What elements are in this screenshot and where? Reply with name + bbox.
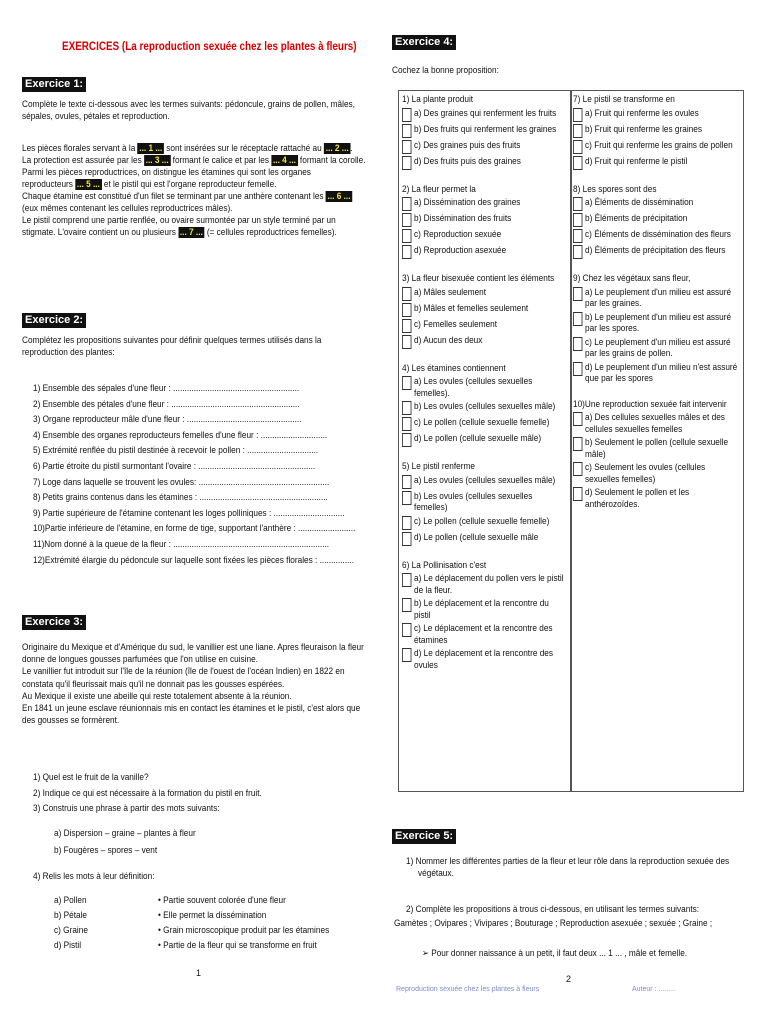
exercise-4-instruction: Cochez la bonne proposition: [392,65,499,76]
checkbox[interactable] [402,335,411,349]
quiz-question: 8) Les spores sont des [573,183,657,195]
quiz-option [573,140,740,154]
option-text: d) Des fruits puis des graines [414,155,521,167]
exercise-3-paragraph [22,642,364,727]
text-segment: sont insérées sur le réceptacle rattaché au [163,143,325,154]
match-definition: • Partie souvent colorée d'une fleur [158,895,286,906]
option-text: d) Le peuplement d'un milieu n'est assuré que par les spores [585,361,738,384]
option-text: d) Aucun des deux [414,334,483,346]
definition-item: 9) Partie supérieure de l'étamine contenant les loges polliniques : ............................... [33,507,345,519]
option-text: c) Le pollen (cellule sexuelle femelle) [414,417,550,428]
checkbox[interactable] [402,245,411,259]
exercise-1-text [22,143,366,239]
option-text: c) Des graines puis des fruits [414,139,521,151]
quiz-option [402,213,569,227]
option-text: a) Les ovules (cellules sexuelles mâle) [414,474,556,486]
checkbox[interactable] [402,108,411,122]
quiz-option [573,213,740,227]
quiz-question: 2) La fleur permet la [402,183,476,195]
match-term: b) Pétale [54,910,88,921]
checkbox[interactable] [402,475,411,489]
text-segment: Chaque étamine est constitué d'un filet se terminant par une anthère contenant les [22,191,326,202]
option-text: b) Mâles et femelles seulement [414,302,529,314]
quiz-option [402,433,569,447]
page-2 [384,0,768,1024]
quiz-option [402,573,569,596]
exercise-1-line [22,215,366,227]
checkbox[interactable] [573,197,582,211]
quiz-left-column [402,94,569,671]
page-number-1: 1 [196,968,202,978]
match-term: c) Graine [54,925,88,936]
option-text: d) Seulement le pollen et les anthérozoïdes. [585,487,690,510]
quiz-option [402,287,569,301]
quiz-option [402,598,569,621]
checkbox[interactable] [402,124,411,138]
quiz-option [573,412,740,435]
quiz-option [402,376,569,399]
page-number-2: 2 [566,974,572,984]
blank-marker: ... 6 ... [327,191,351,202]
blank-marker: ... 4 ... [272,155,296,166]
quiz-option [402,532,569,546]
option-text: b) Dissémination des fruits [414,213,512,224]
blank-marker: ... 5 ... [76,179,100,190]
exercise-2-list [33,381,355,568]
quiz-question: 7) Le pistil se transforme en [573,94,675,105]
checkbox[interactable] [573,462,582,476]
quiz-option [573,156,740,170]
text-segment: Parmi les pièces reproductrices, on distingue les étamines qui sont les organes [22,167,311,178]
exercise-5-q2b: Gamètes ; Ovipares ; Vivipares ; Bouturage ; Reproduction asexuée ; sexuée ; Graine ; [394,918,713,929]
definition-item: 4) Ensemble des organes reproducteurs femelles d'une fleur : ............................. [33,429,328,441]
exercise-5-q1: 1) Nommer les différentes parties de la fleur et leur rôle dans la reproduction sexuée des végétaux. [406,856,730,879]
checkbox[interactable] [573,156,582,170]
exercise-1-line [22,167,366,179]
checkbox[interactable] [402,156,411,170]
definition-item: 3) Organe reproducteur mâle d'une fleur : .................................................. [33,414,302,426]
checkbox[interactable] [402,417,411,431]
blank-marker: ... 3 ... [145,155,169,166]
quiz-option [573,462,740,485]
option-text: a) Le déplacement du pollen vers le pistil de la fleur. [414,573,564,596]
exercise-1-heading: Exercice 1: [22,74,86,92]
option-text: d) Le déplacement et la rencontre des ovules [414,648,554,671]
checkbox[interactable] [402,376,411,390]
quiz-option [402,623,569,646]
footer-right: Auteur : ......... [632,986,676,993]
exercise-1-line [22,203,366,215]
exercise-3-q4: 4) Relis les mots à leur définition: [33,871,155,882]
exercise-1-line [22,191,366,203]
quiz-question: 4) Les étamines contiennent [402,362,506,374]
checkbox[interactable] [402,573,411,587]
definition-item: 1) Ensemble des sépales d'une fleur : ....................................................... [33,383,300,394]
quiz-option [402,245,569,259]
option-text: c) Fruit qui renferme les grains de pollen [585,139,733,151]
checkbox[interactable] [402,140,411,154]
exercise-4-heading: Exercice 4: [392,32,456,50]
quiz-option [402,335,569,349]
paragraph-line: Originaire du Mexique et d'Amérique du sud, le vanillier est une liane. Apres fleuraison la fleur [22,642,364,653]
exercise-1-intro: Complète le texte ci-dessous avec les termes suivants: pédoncule, grains de pollen, mâles, sépales, ovules, pétales et reproduction. [22,99,355,122]
question-item: 2) Indique ce qui est nécessaire à la formation du pistil en fruit. [33,787,262,799]
text-segment: stigmate. L'ovaire contient un ou plusieurs [22,227,179,238]
quiz-question: 1) La plante produit [402,94,474,105]
match-definition: • Grain microscopique produit par les étamines [158,925,330,936]
exercise-5-q2a: 2) Complète les propositions à trous ci-dessous, en utilisant les termes suivants: [406,904,700,915]
checkbox[interactable] [573,437,582,451]
option-text: a) Les ovules (cellules sexuelles femelles). [414,376,533,399]
definition-item: 10)Partie inférieure de l'étamine, en forme de tige, supportant l'anthère : ......................... [33,523,356,535]
option-text: a) Mâles seulement [414,286,487,298]
quiz-option [402,319,569,333]
quiz-question: 9) Chez les végétaux sans fleur, [573,273,691,284]
quiz-option [573,337,740,360]
paragraph-line: constata qu'il fleurissait mais qu'il ne donnait pas les gousses espérées. [22,678,285,690]
option-text: b) Des fruits qui renferment les graines [414,123,557,135]
option-text: b) Fruit qui renferme les graines [585,123,702,135]
option-text: d) Reproduction asexuée [414,245,507,256]
checkbox[interactable] [573,140,582,154]
option-text: c) Femelles seulement [414,318,498,330]
blank-marker: ... 7 ... [179,227,203,238]
checkbox[interactable] [402,648,411,662]
quiz-question: 6) La Pollinisation c'est [402,559,487,571]
checkbox[interactable] [402,623,411,637]
option-text: d) Le pollen (cellule sexuelle mâle [414,531,539,543]
match-term: a) Pollen [54,895,87,906]
option-text: a) Fruit qui renferme les ovules [585,107,699,119]
option-text: c) Seulement les ovules (cellules sexuelles femelles) [585,462,706,485]
text-segment: (= cellules reproductrices femelles). [204,227,337,238]
option-text: c) Le peuplement d'un milieu est assuré par les grains de pollen. [585,336,731,359]
option-text: b) Le peuplement d'un milieu est assuré par les spores. [585,311,732,334]
exercise-3-heading: Exercice 3: [22,612,86,630]
match-definition: • Elle permet la dissémination [158,910,267,921]
definition-item: 6) Partie étroite du pistil surmontant l'ovaire : ................................................... [33,460,316,472]
option-text: a) Dissémination des graines [414,197,521,208]
option-text: c) Le pollen (cellule sexuelle femelle) [414,515,550,527]
text-segment: reproducteurs [22,179,76,190]
checkbox[interactable] [573,412,582,426]
quiz-option [573,245,740,259]
question-item: 1) Quel est le fruit de la vanille? [33,772,149,783]
definition-item: 2) Ensemble des pétales d'une fleur : ........................................................ [33,398,300,410]
option-text: a) Éléments de dissémination [585,197,694,208]
option-text: b) Les ovules (cellules sexuelles mâle) [414,401,556,412]
quiz-option [402,491,569,514]
paragraph-line: En 1841 un jeune esclave réunionnais mis en contact les étamines et le pistil, c'est alors que [22,703,361,715]
quiz-option [573,487,740,510]
option-text: d) Le pollen (cellule sexuelle mâle) [414,433,542,444]
blank-marker: ... 2 ... [325,143,349,154]
quiz-option [573,124,740,138]
exercise-1-line [22,155,366,167]
option-text: a) Des graines qui renferment les fruits [414,107,557,119]
exercise-5-bullet: ➢ Pour donner naissance à un petit, il faut deux ... 1 ... , mâle et femelle. [422,948,688,959]
quiz-option [573,287,740,310]
text-segment: Le pistil comprend une partie renflée, ou ovaire surmontée par un style terminé par un [22,215,336,226]
checkbox[interactable] [573,362,582,376]
option-text: c) Éléments de dissémination des fleurs [585,229,731,240]
exercise-2-intro: Complétez les propositions suivantes pour définir quelques termes utilisés dans la reproduction des plantes: [22,335,322,358]
quiz-option [402,417,569,431]
paragraph-line: donne de longues gousses parfumées que l'on utilise en cuisine. [22,654,258,666]
checkbox[interactable] [402,303,411,317]
definition-item: 11)Nom donné à la queue de la fleur : .................................................................... [33,538,330,550]
definition-item: 12)Extrémité élargie du pédoncule sur laquelle sont fixées les pièces florales : ............... [33,554,355,566]
checkbox[interactable] [402,532,411,546]
checkbox[interactable] [402,598,411,612]
quiz-option [402,475,569,489]
text-segment: formant le calice et par les [170,155,272,166]
quiz-option [573,108,740,122]
quiz-option [573,437,740,460]
exercise-1-line [22,143,366,155]
quiz-option [573,312,740,335]
checkbox[interactable] [402,319,411,333]
checkbox[interactable] [402,229,411,243]
quiz-option [402,124,569,138]
sub-item: b) Fougères – spores – vent [54,844,158,856]
checkbox[interactable] [402,516,411,530]
checkbox[interactable] [402,197,411,211]
text-segment: et le pistil qui est l'organe reproducteur femelle. [101,179,277,190]
text-segment: La protection est assurée par les [22,155,144,166]
definition-item: 8) Petits grains contenus dans les étamines : ........................................................ [33,492,328,504]
exercise-5-heading: Exercice 5: [392,826,456,844]
exercise-1-line [22,227,366,239]
definition-item: 7) Loge dans laquelle se trouvent les ovules: ......................................................... [33,476,330,488]
paragraph-line: Le vanillier fut introduit sur l'île de la réunion (île de l'ouest de l'océan Indien) en 1822 en [22,666,345,678]
quiz-option [402,516,569,530]
quiz-option [402,229,569,243]
option-text: c) Reproduction sexuée [414,229,502,240]
quiz-option [402,197,569,211]
quiz-question: 5) Le pistil renferme [402,461,475,472]
paragraph-line: Au Mexique il existe une abeille qui reste totalement absente à la réunion. [22,690,292,702]
checkbox[interactable] [573,213,582,227]
checkbox[interactable] [573,108,582,122]
quiz-question: 10)Une reproduction sexuée fait intervenir [573,398,727,410]
match-right-column [158,893,329,953]
paragraph-line: des gousses se formèrent. [22,715,120,727]
quiz-option [573,197,740,211]
quiz-option [402,108,569,122]
option-text: b) Éléments de précipitation [585,213,688,224]
sub-item: a) Dispersion – graine – plantes à fleur [54,828,196,839]
question-item: 3) Construis une phrase à partir des mots suivants: [33,803,220,814]
quiz-option [402,303,569,317]
checkbox[interactable] [573,287,582,301]
checkbox[interactable] [402,491,411,505]
definition-item: 5) Extrémité renflée du pistil destinée à recevoir le pollen : ............................... [33,445,319,457]
quiz-option [573,229,740,243]
option-text: b) Le déplacement et la rencontre du pistil [414,598,549,621]
exercise-3-questions [33,770,262,817]
exercise-2-heading: Exercice 2: [22,310,86,328]
quiz-option [402,401,569,415]
exercise-3-subitems [54,826,196,859]
option-text: b) Les ovules (cellules sexuelles femelles) [414,490,533,513]
checkbox[interactable] [573,337,582,351]
quiz-option [573,362,740,385]
worksheet-title: EXERCICES (La reproduction sexuée chez les plantes à fleurs) [62,41,357,53]
checkbox[interactable] [573,312,582,326]
text-segment: Les pièces florales servant à la [22,143,138,154]
option-text: d) Éléments de précipitation des fleurs [585,245,726,256]
exercise-1-line [22,179,366,191]
match-definition: • Partie de la fleur qui se transforme en fruit [158,940,317,951]
text-segment: formant la corolle. [297,155,366,166]
option-text: a) Des cellules sexuelles mâles et des cellules sexuelles femelles [585,412,725,435]
text-segment: . [350,143,353,154]
checkbox[interactable] [573,487,582,501]
quiz-option [402,140,569,154]
checkbox[interactable] [573,124,582,138]
blank-marker: ... 1 ... [139,143,163,154]
option-text: c) Le déplacement et la rencontre des étamines [414,623,553,646]
quiz-option [402,648,569,671]
match-left-column [54,893,88,953]
checkbox[interactable] [573,245,582,259]
option-text: d) Fruit qui renferme le pistil [585,155,688,167]
checkbox[interactable] [573,229,582,243]
quiz-question: 3) La fleur bisexuée contient les éléments [402,273,555,284]
checkbox[interactable] [402,213,411,227]
checkbox[interactable] [402,401,411,415]
match-term: d) Pistil [54,940,82,951]
text-segment: (eux mêmes contenant les cellules reproductrices mâles). [22,203,233,214]
option-text: b) Seulement le pollen (cellule sexuelle mâle) [585,437,729,460]
checkbox[interactable] [402,287,411,301]
checkbox[interactable] [402,433,411,447]
quiz-right-column [573,94,740,510]
footer-left: Reproduction sexuée chez les plantes à fleurs [396,986,540,993]
option-text: a) Le peuplement d'un milieu est assuré par les graines. [585,286,732,309]
quiz-option [402,156,569,170]
